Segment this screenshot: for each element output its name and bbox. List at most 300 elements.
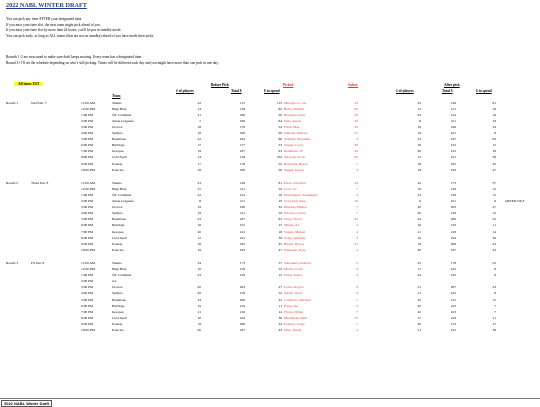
cell-time: 9:00 PM [81,161,94,166]
cell-pick: Polanco, Jorge [284,321,305,326]
cell-c6: 23 [492,285,496,290]
cell-c4: 21 [417,291,421,296]
cell-c6: 19 [492,107,496,112]
cell-c2: 187 [239,327,245,332]
cell-c4: 18 [417,143,421,148]
cell-time: 12:00 PM [81,267,95,272]
cell-c5: 203 [450,205,456,210]
cell-c2: 218 [239,267,245,272]
cell-c3: 39 [278,235,282,240]
cell-c5: 219 [450,315,456,320]
cell-c1: 22 [197,193,201,198]
cell-c2: 180 [239,167,245,172]
cell-tm: Groove [112,125,123,130]
table-row [6,236,526,242]
cell-c3: 43 [278,327,282,332]
cell-c1: 16 [197,315,201,320]
table-row [6,155,526,161]
cell-time: 11:00 AM [81,261,96,266]
cell-c5: 213 [450,321,456,326]
cell-c5: 214 [450,113,456,118]
cell-c2: 185 [239,241,245,246]
cell-pick: Adam, Jason [284,291,303,296]
table-row [6,162,526,168]
cell-sal: 43 [354,217,358,222]
picked-header: Picked [283,83,294,87]
cell-sal: 34 [354,113,358,118]
cell-pick: Hopp, Ian [284,303,298,308]
cell-c6: 57 [492,181,496,186]
cell-c6: 16 [492,113,496,118]
table-row [6,273,526,279]
cell-c6: 14 [492,229,496,234]
cell-c1: 19 [197,247,201,252]
cell-c4: 20 [417,205,421,210]
cell-c6: 63 [492,137,496,142]
cell-time: 8:00 PM [81,155,94,160]
cell-c5: 223 [450,309,456,314]
cell-c3: 11 [278,303,282,308]
cell-pick: Story, Trevor [284,217,303,222]
cell-time: 3:00 PM [81,285,94,290]
cell-pick: Bieber, Byron [284,241,304,246]
cell-c2: 218 [239,291,245,296]
cell-c4: 9 [419,199,421,204]
cell-c5: 207 [450,285,456,290]
cell-pick: Merrifield, Whit [284,315,308,320]
cell-c4: 23 [417,137,421,142]
round-note: Rounds 1-2 are structured to make sure draft keeps moving. Every team has a designated time. [6,55,143,59]
cell-c1: 18 [197,167,201,172]
cell-c2: 166 [239,119,245,124]
cell-c4: 20 [417,247,421,252]
cell-c6: 39 [492,327,496,332]
cell-c6: 34 [492,125,496,130]
cell-c3: 12 [278,291,282,296]
table-row [6,187,526,193]
table-row [6,113,526,119]
cell-c1: 19 [197,205,201,210]
total-header: Total $ [231,89,242,93]
cell-tm: Sharks [112,101,122,105]
cell-tm: High Heat [112,107,127,112]
cell-c6: 27 [492,205,496,210]
cell-c5: 212 [450,149,456,154]
sheet-tab[interactable]: 2022 NABL Winter Draft [1,400,52,407]
cell-pick: Finnegan, Kyle [284,247,306,252]
cell-sal: 7 [356,161,358,166]
cell-time: 6:00 PM [81,223,94,228]
cell-c1: 22 [197,137,201,142]
cell-time: 2:00 PM [81,279,94,284]
cell-c2: 190 [239,131,245,136]
cell-c1: 21 [197,309,201,314]
cell-c1: 19 [197,321,201,326]
cell-tm: High Heat [112,267,127,272]
cell-sal: 5 [356,261,358,266]
team-header: Team [112,94,121,98]
table-row [6,211,526,217]
cell-c5: 222 [450,273,456,278]
cell-c1: 21 [197,113,201,118]
salary-header: Salary [348,83,358,87]
cell-c5: 221 [450,131,456,136]
cell-c5: 215 [450,143,456,148]
cell-tm: High Heat [112,187,127,192]
cell-c1: 19 [197,211,201,216]
cell-time: 4:00 PM [81,291,94,296]
cell-pick: Bello, Maikito [284,107,305,112]
cell-tm: Cold Spell [112,235,127,240]
cell-pick: Fried, Max [284,125,300,130]
cell-c3: 63 [278,149,282,154]
cell-sal: 4 [356,223,358,228]
cell-c4: 21 [417,327,421,332]
table-row [6,199,526,205]
cell-c3: 66 [278,137,282,142]
cell-c1: 7 [199,119,201,124]
cell-sal: 4 [356,247,358,252]
cell-c2: 164 [239,137,245,142]
table-row [6,242,526,248]
cell-c2: 218 [239,273,245,278]
cell-time: 10:00 PM [81,327,95,332]
cell-time: 2:00 PM [81,119,94,124]
cell-c6: 15 [492,297,496,302]
table-row [6,137,526,143]
cell-c1: 18 [197,241,201,246]
cell-pick: Minter, AJ [284,223,299,228]
table-row [6,291,526,297]
cell-sal: 3 [356,137,358,142]
cell-c5: 215 [450,297,456,302]
cell-pick: Bautista, Hunter [284,205,307,210]
cell-c1: 24 [197,297,201,302]
round-label: Round 1 [6,101,18,105]
cell-sal: 20 [354,125,358,130]
cell-pick: Morris, Cody [284,267,303,272]
cell-c4: 17 [417,315,421,320]
cell-tm: Spiders [112,291,123,296]
cell-c4: 19 [417,125,421,130]
note-line: You can pick early, as long as ALL teams (that are not on standby) ahead of you have made their picks. [6,33,155,38]
cell-pick: Yoshida, Masataka [284,137,311,142]
cell-c4: 16 [417,235,421,240]
cell-tm: Ponson [112,321,123,326]
cell-time: 1:00 PM [81,113,94,118]
cell-c6: 18 [492,149,496,154]
cell-time: 12:00 PM [81,187,95,192]
cell-time: 5:00 PM [81,297,94,302]
cell-c2: 203 [239,285,245,290]
round-date: Fri Dec 9 [31,261,45,266]
cell-c5: 149 [450,101,456,105]
cell-c5: 222 [450,267,456,272]
cell-c1: 20 [197,327,201,332]
cell-c1: 19 [197,303,201,308]
players-header: # of players [176,89,194,93]
cell-c6: 11 [492,223,496,228]
cell-sal: 7 [356,309,358,314]
cell-pick: Seager, Kolen [284,167,304,172]
cell-tm: Cold Spell [112,155,127,160]
cell-sal: 45 [354,119,358,124]
cell-c3: 19 [278,187,282,192]
cell-c6: 47 [492,167,496,172]
cell-tm: Isotopes [112,149,124,154]
table-row [6,119,526,125]
cell-c1: 18 [197,125,201,130]
cell-c3: 36 [278,315,282,320]
cell-c3: 53 [278,143,282,148]
cell-c3: 14 [278,309,282,314]
round-date: Thurs Dec 8 [31,181,49,186]
cell-time: 11:00 AM [81,101,96,105]
table-row [6,304,526,310]
cell-tm: Texas Leaguers [112,119,134,124]
cell-c5: 200 [450,217,456,222]
cell-tm: Bulldogs [112,223,125,228]
cell-c2: 180 [239,113,245,118]
cell-c4: 20 [417,321,421,326]
cell-c2: 196 [239,205,245,210]
cell-c5: 187 [450,247,456,252]
cell-sal: 21 [354,241,358,246]
cell-c6: 7 [494,309,496,314]
cell-sal: 4 [356,267,358,272]
cell-sal: 4 [356,303,358,308]
cell-c1: 23 [197,181,201,186]
cell-c2: 214 [239,193,245,198]
cell-c6: 11 [492,315,496,320]
cell-c4: 19 [417,131,421,136]
cell-time: 12:00 PM [81,107,95,112]
cell-pick: Flores, Dylan [284,309,304,314]
cell-c6: 7 [494,303,496,308]
cell-c3: 50 [278,113,282,118]
cell-tm: Polecats [112,247,124,252]
cell-sal: 4 [356,273,358,278]
cell-tm: Spiders [112,211,123,216]
cell-c3: 40 [278,131,282,136]
cell-c6: 81 [492,101,496,105]
table-row [6,248,526,254]
cell-c1: 15 [197,187,201,192]
cell-c3: 34 [278,205,282,210]
cell-c4: 24 [417,217,421,222]
table-row [6,316,526,322]
cell-sal: 4 [356,229,358,234]
cell-c2: 194 [239,315,245,320]
cell-c5: 218 [450,187,456,192]
cell-time: 7:00 PM [81,229,94,234]
cell-c5: 185 [450,161,456,166]
cell-c6: 22 [492,217,496,222]
to-spend-header: $ to spend [264,89,280,93]
cell-pick: Realmuto, JT [284,149,303,154]
cell-c3: 12 [278,273,282,278]
cell-c4: 20 [417,211,421,216]
cell-sal: 7 [356,187,358,192]
cell-c6: 12 [492,187,496,192]
cell-c3: 22 [278,297,282,302]
cell-c2: 211 [239,211,245,216]
round-notes [6,55,219,66]
table-row [6,193,526,199]
cell-tm: Ponson [112,161,123,166]
cell-time: 3:00 PM [81,205,94,210]
cell-sal: 7 [356,321,358,326]
cell-pick: Nola, Aaron [284,119,302,124]
cell-c5: 206 [450,241,456,246]
cell-c6: 17 [492,321,496,326]
cell-c3: 18 [278,229,282,234]
cell-c1: 23 [197,273,201,278]
cell-c1: 18 [197,223,201,228]
cell-c2: 219 [239,303,245,308]
cell-c2: 148 [239,107,245,112]
cell-c3: 45 [278,241,282,246]
cell-c2: 191 [239,235,245,240]
cell-c5: 218 [450,211,456,216]
cell-tm: Groove [112,285,123,290]
cell-c5: 216 [450,229,456,234]
cell-sal: 4 [356,327,358,332]
time-zone-highlight[interactable]: All times EST [14,82,43,86]
cell-c3: 57 [278,261,282,266]
cell-c1: 17 [197,161,201,166]
cell-sal: 10 [354,199,358,204]
cell-sal: 63 [354,107,358,112]
cell-c3: 19 [278,199,282,204]
note-line: You can pick any time AFTER your designated time. [6,17,83,21]
players-after-header: # of players [396,89,414,93]
note-line: If you miss your time slot, the next team might pick ahead of you. [6,22,101,27]
round-label: Round 2 [6,181,18,186]
cell-c4: 22 [417,309,421,314]
cell-time: 10:00 PM [81,247,95,252]
cell-time: 5:00 PM [81,217,94,222]
table-row [6,310,526,316]
cell-c2: 215 [239,223,245,228]
cell-c1: 8 [199,199,201,204]
cell-c4: 17 [417,267,421,272]
round-note: Round 3+ I'll set the schedule depending on who's still picking. Times will be different each day and you might have more than one pick in one day. [6,60,219,65]
round-label: Round 3 [6,261,18,266]
before-pick-header: Before Pick [211,83,229,87]
cell-time: 7:00 PM [81,149,94,154]
cell-c3: 47 [278,247,282,252]
cell-pick: Seager, Corey [284,143,304,148]
cell-c6: 8 [494,267,496,272]
cell-c2: 128 [239,155,245,160]
cell-c2: 167 [239,149,245,154]
cell-tm: Ponson [112,241,123,246]
cell-time: 7:00 PM [81,309,94,314]
cell-c5: 196 [450,125,456,130]
cell-time: 5:00 PM [81,137,94,142]
cell-c2: 178 [239,161,245,166]
cell-c6: 24 [492,241,496,246]
cell-c1: 19 [197,149,201,154]
cell-c6: 9 [494,199,496,204]
cell-tm: Cold Spell [112,315,127,320]
cell-c3: 82 [278,107,282,112]
cell-pick: Vargas, Miguel [284,229,306,234]
table-row [6,267,526,273]
cell-c1: 24 [197,261,201,266]
table-row [6,143,526,149]
cell-c5: 218 [450,193,456,198]
cell-c1: 16 [197,267,201,272]
cell-c4: 19 [417,241,421,246]
cell-sal: 4 [356,285,358,290]
cell-c3: 81 [278,181,282,186]
cell-c3: 63 [278,217,282,222]
cell-tm: StL Cardinals [112,273,132,278]
cell-c4: 25 [417,261,421,266]
table-row [6,298,526,304]
cell-c4: 8 [419,119,421,124]
cell-pick: Lewis, Royce [284,285,304,290]
cell-c4: 19 [417,223,421,228]
cell-c6: 12 [492,193,496,198]
table-row [6,322,526,328]
cell-c1: 23 [197,217,201,222]
cell-time: 4:00 PM [81,131,94,136]
cell-c4: 22 [417,113,421,118]
cell-c5: 223 [450,303,456,308]
cell-pick: Estevez, Carlos [284,211,306,216]
cell-c2: 167 [239,217,245,222]
table-row [6,205,526,211]
cell-c2: 173 [239,261,245,266]
cell-pick: Bergman, Alex [284,113,306,118]
cell-pick: Samson, Marcus [284,131,308,136]
table-row [6,181,526,187]
cell-c5: 222 [450,291,456,296]
cell-sal: 7 [356,297,358,302]
cell-c1: 20 [197,291,201,296]
cell-pick: Ward, Taylor [284,273,303,278]
cell-c1: 22 [197,101,201,105]
cell-c6: 9 [494,131,496,136]
cell-time: 9:00 PM [81,321,94,326]
cell-c6: 36 [492,235,496,240]
cell-c5: 219 [450,223,456,228]
cell-c4: 20 [417,303,421,308]
cell-tm: StL Cardinals [112,193,132,198]
cell-c2: 115 [239,101,245,105]
cell-c1: 18 [197,131,201,136]
cell-c2: 211 [239,187,245,192]
cell-c4: 15 [417,155,421,160]
cell-c6: 8 [494,291,496,296]
cell-c2: 149 [239,181,245,186]
cell-tm: Sharks [112,261,122,266]
total-after-header: Total $ [442,89,453,93]
cell-c6: 43 [492,247,496,252]
cell-time: 8:00 PM [81,315,94,320]
cell-c3: 52 [278,161,282,166]
cell-c4: 15 [417,107,421,112]
cell-c4: 16 [417,187,421,192]
table-row [6,125,526,131]
cell-c1: 17 [197,143,201,148]
cell-c4: 19 [417,167,421,172]
cell-c3: 102 [276,155,282,160]
cell-time: 6:00 PM [81,143,94,148]
